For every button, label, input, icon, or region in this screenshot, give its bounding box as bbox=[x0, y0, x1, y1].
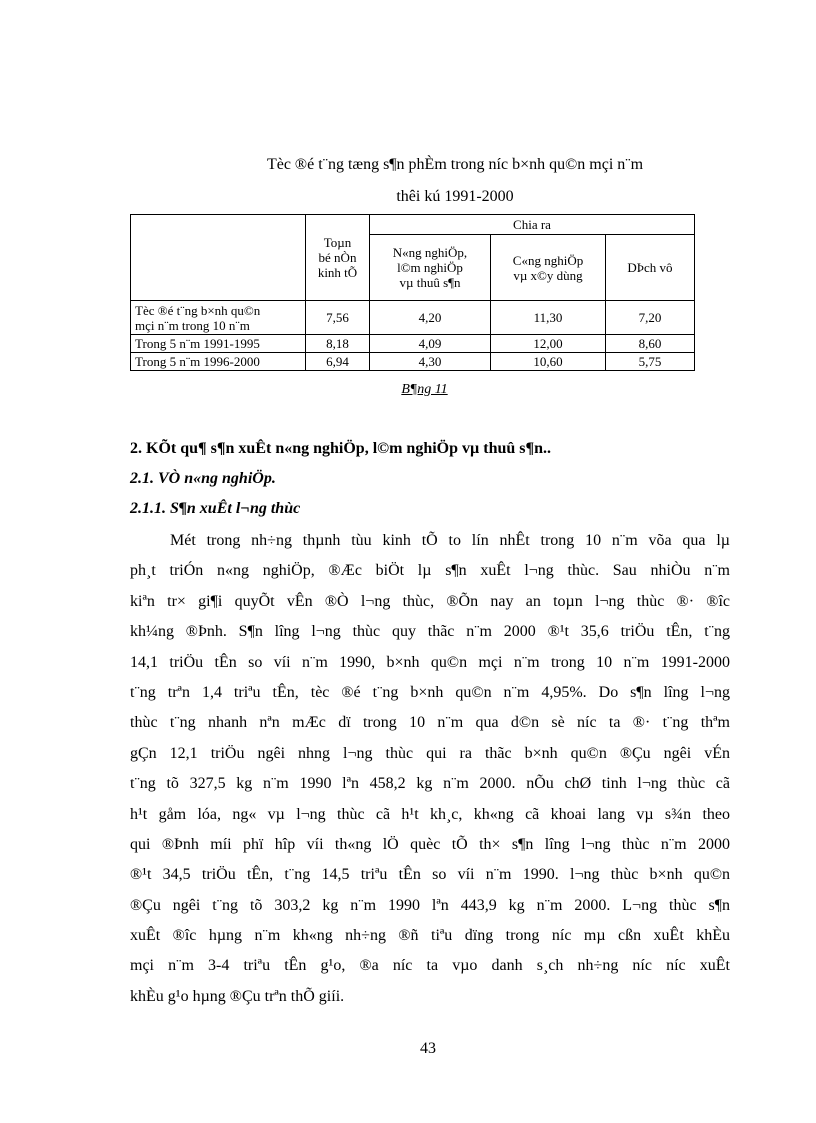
table-corner-cell bbox=[131, 215, 306, 301]
paragraph-line: ph¸t triÓn n«ng nghiÖp, ®Æc biÖt lµ s¶n xuÊt l¬ng thùc. Sau nhiÒu n¨m bbox=[130, 562, 730, 580]
paragraph-line: ®Çu ngêi t¨ng tõ 303,2 kg n¨m 1990 lªn 443,9 kg n¨m 2000. L¬ng thùc s¶n bbox=[130, 896, 730, 914]
table-caption: B¶ng 11 bbox=[401, 382, 448, 397]
cell-service: 8,60 bbox=[606, 335, 695, 353]
cell-total: 7,56 bbox=[306, 301, 370, 335]
table-title-line1: Tèc ®é t¨ng tæng s¶n phÈm trong níc b×nh qu©n mçi n¨m bbox=[266, 156, 644, 173]
header-industry: C«ng nghiÖp vµ x©y dùng bbox=[491, 235, 606, 301]
cell-industry: 10,60 bbox=[491, 353, 606, 371]
paragraph-line: thùc t¨ng nhanh nªn mÆc dï trong 10 n¨m qua d©n sè níc ta ®· t¨ng thªm bbox=[130, 714, 730, 732]
subsection-heading: 2.1. VÒ n«ng nghiÖp. bbox=[130, 470, 276, 487]
cell-agriculture: 4,09 bbox=[370, 335, 491, 353]
growth-rate-table bbox=[130, 214, 695, 371]
row-label: Trong 5 n¨m 1991-1995 bbox=[131, 335, 306, 353]
paragraph-line: Mét trong nh÷ng thµnh tùu kinh tÕ to lín nhÊt trong 10 n¨m võa qua lµ bbox=[170, 532, 730, 549]
header-split: Chia ra bbox=[370, 215, 695, 235]
cell-total: 6,94 bbox=[306, 353, 370, 371]
paragraph-line: gÇn 12,1 triÖu ngêi nhng l¬ng thùc qui ra thãc b×nh qu©n ®Çu ngêi vÉn bbox=[130, 744, 730, 762]
header-total: Toµn bé nÒn kinh tÕ bbox=[306, 215, 370, 301]
paragraph-line: h¹t gåm lóa, ng« vµ l¬ng thùc cã h¹t kh¸c, kh«ng cã khoai lang vµ s¾n theo bbox=[130, 805, 730, 823]
paragraph-line: 14,1 triÖu tÊn so víi n¨m 1990, b×nh qu©n mçi n¨m trong 10 n¨m 1991-2000 bbox=[130, 653, 730, 671]
header-service: DÞch vô bbox=[606, 235, 695, 301]
paragraph-line: xuÊt ®îc hµng n¨m kh«ng nh÷ng ®ñ tiªu dïng trong níc mµ cßn xuÊt khÈu bbox=[130, 927, 730, 945]
paragraph-line: ®¹t 34,5 triÖu tÊn, t¨ng 14,5 triªu tÊn so víi n¨m 1990. l¬ng thùc b×nh qu©n bbox=[130, 866, 730, 884]
paragraph-line: kh¼ng ®Þnh. S¶n lîng l¬ng thùc quy thãc n¨m 2000 ®¹t 35,6 triÖu tÊn, t¨ng bbox=[130, 623, 730, 641]
table-row bbox=[131, 301, 695, 335]
page-number: 43 bbox=[420, 1040, 436, 1057]
section-heading: 2. KÕt qu¶ s¶n xuÊt n«ng nghiÖp, l©m nghiÖp vµ thuû s¶n.. bbox=[130, 440, 552, 457]
paragraph-line: khÈu g¹o hµng ®Çu trªn thÕ giíi. bbox=[130, 987, 345, 1005]
paragraph-line: qui ®Þnh míi phï hîp víi th«ng lÖ quèc tÕ th× s¶n lîng l¬ng thùc n¨m 2000 bbox=[130, 835, 730, 853]
cell-service: 5,75 bbox=[606, 353, 695, 371]
row-label: Tèc ®é t¨ng b×nh qu©n mçi n¨m trong 10 n¨m bbox=[131, 301, 306, 335]
table-title-line2: thêi kú 1991-2000 bbox=[396, 188, 514, 205]
table-header-row bbox=[131, 215, 695, 235]
cell-agriculture: 4,30 bbox=[370, 353, 491, 371]
paragraph-line: t¨ng tõ 327,5 kg n¨m 1990 lªn 458,2 kg n¨m 2000. nÕu chØ tinh l¬ng thùc cã bbox=[130, 775, 730, 793]
cell-total: 8,18 bbox=[306, 335, 370, 353]
header-agriculture: N«ng nghiÖp, l©m nghiÖp vµ thuû s¶n bbox=[370, 235, 491, 301]
body-paragraph bbox=[130, 526, 730, 1012]
table-row bbox=[131, 335, 695, 353]
paragraph-line: kiªn tr× gi¶i quyÕt vÊn ®Ò l¬ng thùc, ®Õn nay an toµn l¬ng thùc ®· ®îc bbox=[130, 592, 730, 610]
cell-service: 7,20 bbox=[606, 301, 695, 335]
cell-agriculture: 4,20 bbox=[370, 301, 491, 335]
paragraph-line: t¨ng trªn 1,4 triªu tÊn, tèc ®é t¨ng b×nh qu©n n¨m 4,95%. Do s¶n lîng l¬ng bbox=[130, 683, 730, 701]
row-label: Trong 5 n¨m 1996-2000 bbox=[131, 353, 306, 371]
subsubsection-heading: 2.1.1. S¶n xuÊt l¬ng thùc bbox=[130, 500, 301, 517]
cell-industry: 12,00 bbox=[491, 335, 606, 353]
paragraph-line: mçi n¨m 3-4 triªu tÊn g¹o, ®a níc ta vµo danh s¸ch nh÷ng níc níc xuÊt bbox=[130, 957, 730, 975]
cell-industry: 11,30 bbox=[491, 301, 606, 335]
table-row bbox=[131, 353, 695, 371]
